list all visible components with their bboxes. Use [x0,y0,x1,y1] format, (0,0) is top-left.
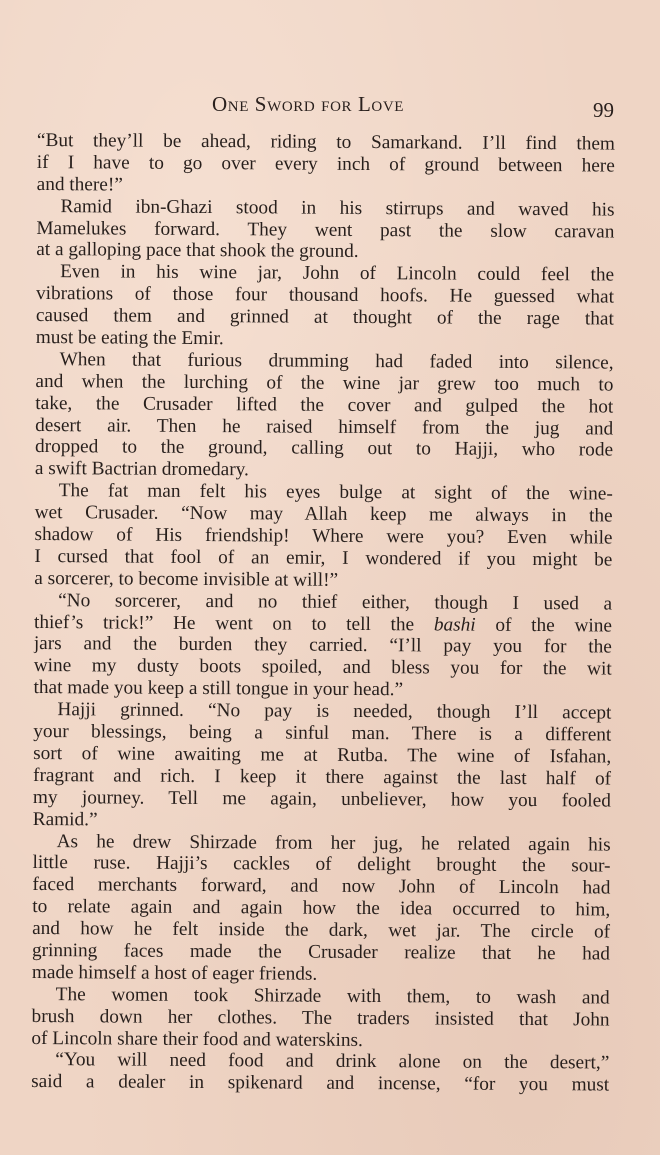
text-line: “No sorcerer, and no thief either, though I used a [58,589,613,615]
text-line: if I have to go over every inch of ground between here [36,151,615,177]
text-line: a swift Bactrian dromedary. [34,458,249,481]
body-text [31,130,615,1097]
text-line: Ramid ibn-Ghazi stood in his stirrups and waved his [60,195,615,221]
text-line: brush down her clothes. The traders insisted that John [31,1005,610,1031]
text-line: dropped to the ground, calling out to Hajji, who rode [34,436,614,461]
text-line: made himself a host of eager friends. [31,961,318,985]
text-line: Hajji grinned. “No pay is needed, though I’ll accept [57,699,612,724]
text-line: must be eating the Emir. [35,327,224,350]
text-line: shadow of His friendship! Where were you? Even while [34,524,613,549]
text-line: grinning faces made the Crusader realize that he had [31,939,611,965]
text-line: at a galloping pace that shook the ground. [36,239,359,263]
text-line: to relate again and again how the idea occurred to him, [32,896,611,921]
text-line: and when the lurching of the wine jar grew too much to [35,370,614,396]
text-line: Ramid.” [32,808,98,830]
text-line: jars and the burden they carried. “I’ll pay you for the [33,633,612,659]
text-line: “You will need food and drink alone on the desert,” [55,1049,610,1074]
text-line: wet Crusader. “Now may Allah keep me always in the [34,502,613,527]
running-head-title: One Sword for Love [212,92,405,116]
text-line: sort of wine awaiting me at Rutba. The wine of Isfahan, [33,742,612,768]
text-line: and how he felt inside the dark, wet jar. The circle of [32,918,611,943]
text-line: take, the Crusader lifted the cover and gulped the hot [35,392,614,418]
text-line: faced merchants forward, and now John of Lincoln had [32,874,611,899]
text-line: The fat man felt his eyes bulge at sight of the wine- [58,480,613,505]
text-line: that made you keep a still tongue in your head.” [33,677,404,701]
text-line: a sorcerer, to become invisible at will!” [34,567,339,591]
text-line: of Lincoln share their food and waterskins. [31,1027,363,1051]
text-line: thief’s trick!” He went on to tell the bashi of the wine [33,611,613,637]
text-line: your blessings, being a sinful man. There is a different [33,721,612,746]
text-line: vibrations of those four thousand hoofs. He guessed what [35,283,615,308]
text-line: “But they’ll be ahead, riding to Samarkand. I’ll find them [36,130,615,155]
text-line: Mamelukes forward. They went past the slow caravan [36,217,615,243]
text-line: As he drew Shirzade from her jug, he related again his [56,830,611,856]
text-line: The women took Shirzade with them, to wash and [55,983,610,1009]
text-line: desert air. Then he raised himself from the jug and [35,414,614,440]
text-line: Even in his wine jar, John of Lincoln could feel the [60,261,615,286]
text-line: caused them and grinned at thought of the rage that [35,305,614,330]
text-line: and there!” [36,173,123,196]
text-line: said a dealer in spikenard and incense, “for you must [31,1071,610,1096]
page-number: 99 [593,98,614,122]
text-line: wine my dusty boots spoiled, and bless you for the wit [33,655,612,680]
text-line: fragrant and rich. I keep it there against the last half of [32,764,612,790]
text-line: my journey. Tell me again, unbeliever, how you fooled [32,786,611,812]
text-line: When that furious drumming had faded into silence, [59,349,614,374]
text-line: little ruse. Hajji’s cackles of delight brought the sour- [32,852,611,877]
running-head [0,88,660,122]
text-line: I cursed that fool of an emir, I wondered if you might be [34,545,613,571]
